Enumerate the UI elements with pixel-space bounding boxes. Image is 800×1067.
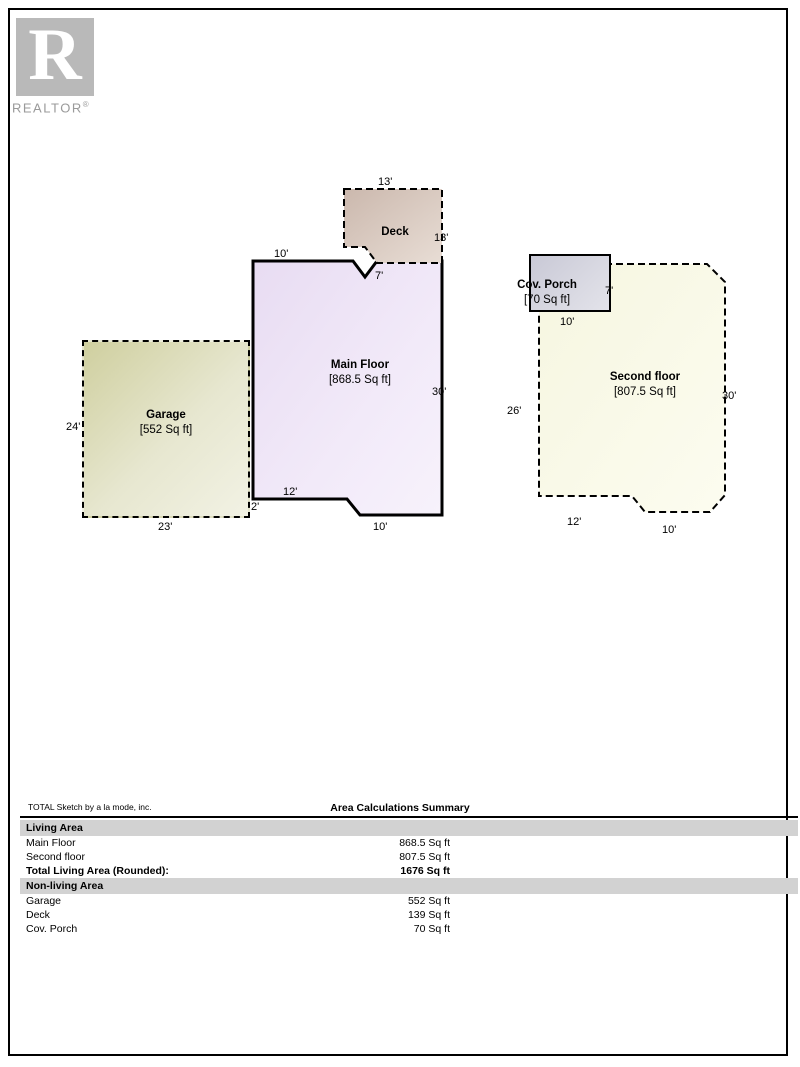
deck-label <box>350 225 440 240</box>
table-row <box>20 894 798 908</box>
section-heading-nonliving: Non-living Area <box>20 878 798 894</box>
sketch-credit: TOTAL Sketch by a la mode, inc. <box>28 802 152 812</box>
second-floor-name: Second floor <box>609 371 681 383</box>
logo-letter: R <box>28 14 82 96</box>
row-label: Cov. Porch <box>26 923 78 935</box>
row-label: Total Living Area (Rounded): <box>26 865 169 877</box>
floorplan-sketch <box>10 120 788 935</box>
dim-garage-left: 24' <box>66 421 81 433</box>
summary-title: Area Calculations Summary <box>330 802 470 814</box>
dim-main-gap: 2' <box>251 501 260 513</box>
cov-porch-area: [70 Sq ft] <box>523 294 571 306</box>
main-floor-name: Main Floor <box>330 359 390 371</box>
dim-main-bottom-left: 12' <box>283 486 298 498</box>
dim-main-top-left: 10' <box>274 248 289 260</box>
row-value: 1676 Sq ft <box>400 865 450 877</box>
deck-name: Deck <box>381 226 409 238</box>
row-label: Second floor <box>26 851 85 863</box>
row-label: Main Floor <box>26 837 76 849</box>
garage-area: [552 Sq ft] <box>139 424 193 436</box>
garage-label <box>106 408 226 438</box>
row-value: 552 Sq ft <box>407 895 450 907</box>
dim-main-notch: 7' <box>375 270 384 282</box>
logo-wordmark-text: REALTOR <box>12 100 83 116</box>
dim-garage-bottom: 23' <box>158 521 173 533</box>
summary-divider <box>20 816 798 818</box>
dim-deck-top: 13' <box>378 176 393 188</box>
logo-wordmark <box>12 100 120 115</box>
cov-porch-label <box>497 278 597 308</box>
table-row <box>20 850 798 864</box>
dim-deck-right: 13' <box>434 232 449 244</box>
row-label: Garage <box>26 895 62 907</box>
dim-second-right: 30' <box>722 390 737 402</box>
dim-porch-bottom: 10' <box>560 316 575 328</box>
table-row-total <box>20 864 798 878</box>
row-value: 139 Sq ft <box>407 909 450 921</box>
dim-main-right: 30' <box>432 386 447 398</box>
dim-second-left: 26' <box>507 405 522 417</box>
main-floor-area: [868.5 Sq ft] <box>328 374 391 386</box>
second-floor-area: [807.5 Sq ft] <box>613 386 676 398</box>
area-calculations-table <box>20 820 798 936</box>
realtor-logo <box>12 14 122 114</box>
row-label: Deck <box>26 909 50 921</box>
table-row <box>20 836 798 850</box>
dim-second-bottom-right: 10' <box>662 524 677 536</box>
table-row <box>20 922 798 936</box>
section-heading-living: Living Area <box>20 820 798 836</box>
row-value: 807.5 Sq ft <box>399 851 450 863</box>
main-floor-shape <box>240 255 460 525</box>
row-value: 868.5 Sq ft <box>399 837 450 849</box>
row-value: 70 Sq ft <box>413 923 450 935</box>
dim-second-bottom-left: 12' <box>567 516 582 528</box>
deck-shape <box>330 175 450 265</box>
main-floor-label <box>290 358 430 388</box>
logo-registered-mark: ® <box>82 100 91 109</box>
garage-name: Garage <box>146 409 186 421</box>
cov-porch-name: Cov. Porch <box>517 279 577 291</box>
dim-main-bottom-right: 10' <box>373 521 388 533</box>
table-row <box>20 908 798 922</box>
second-floor-label <box>575 370 715 400</box>
dim-porch-right: 7' <box>605 285 614 297</box>
